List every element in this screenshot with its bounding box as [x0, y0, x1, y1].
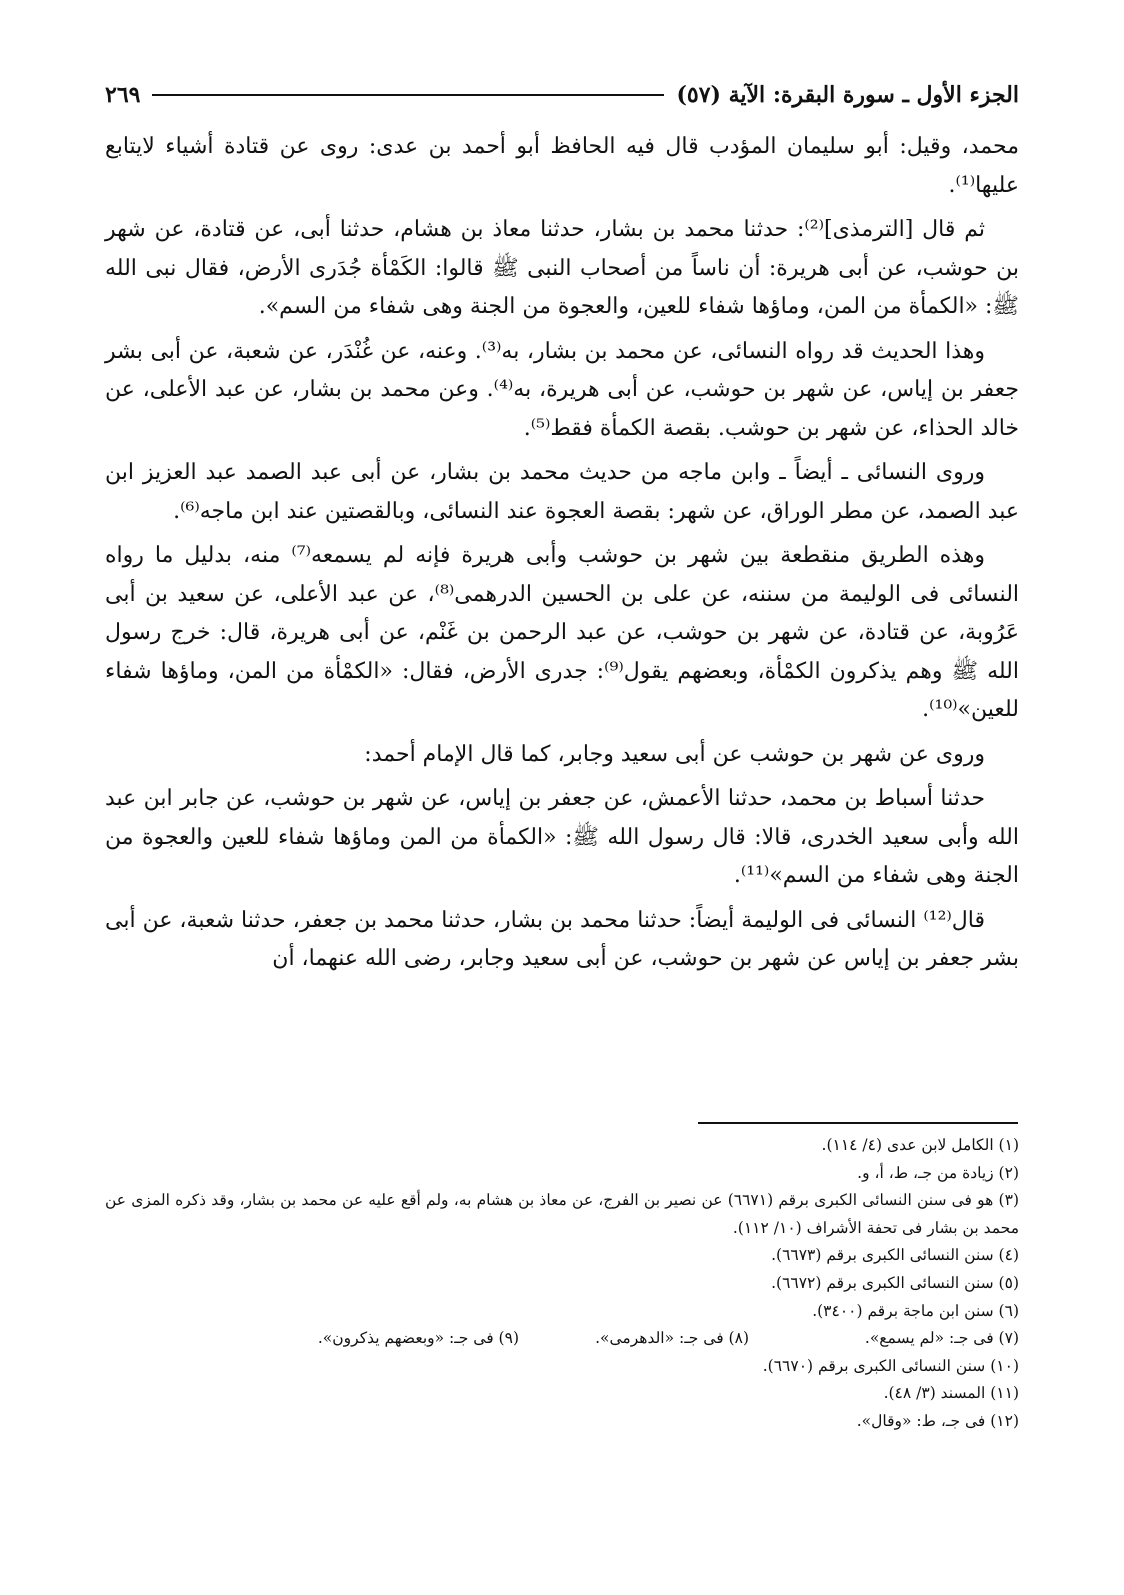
footnote-11: (١١) المسند (٣/ ٤٨). — [883, 1384, 1019, 1403]
paragraph-6: وروى عن شهر بن حوشب عن أبى سعيد وجابر، كما قال الإمام أحمد: — [364, 741, 985, 767]
paragraph-5: وهذه الطريق منقطعة بين شهر بن حوشب وأبى هريرة فإنه لم يسمعه⁽⁷⁾ منه، بدليل ما رواه النسائى فى الوليمة من سننه، عن على بن الحسين الدرهمى⁽⁸⁾، عن عبد الأعلى، عن سعيد بن أبى عَرُوبة، عن قتادة، عن شهر بن حوشب، عن عبد الرحمن بن غَنْم، عن أبى هريرة، قال: خرج رسول الله ﷺ وهم يذكرون الكمْأة، وبعضهم يقول⁽⁹⁾: جدرى الأرض، فقال: «الكمْأة من المن، وماؤها شفاء للعين»⁽¹⁰⁾. — [105, 543, 1020, 722]
footnote-2: (٢) زيادة من جـ، ط، أ، و. — [857, 1163, 1019, 1182]
footnote-6: (٦) سنن ابن ماجة برقم (٣٤٠٠). — [812, 1301, 1019, 1320]
footnote-7: (٧) فى جـ: «لم يسمع». — [864, 1329, 1019, 1348]
paragraph-7: حدثنا أسباط بن محمد، حدثنا الأعمش، عن جعفر بن إياس، عن شهر بن حوشب، عن جابر ابن عبد الله وأبى سعيد الخدرى، قالا: قال رسول الله ﷺ: «الكمأة من المن وماؤها شفاء للعين والعجوة من الجنة وهى شفاء من السم»⁽¹¹⁾. — [105, 786, 1019, 888]
footnotes — [105, 1132, 1019, 1436]
footnote-rule — [698, 1122, 1018, 1124]
page-number: ٢٦٩ — [105, 82, 141, 108]
running-header — [105, 78, 1019, 112]
footnote-10: (١٠) سنن النسائى الكبرى برقم (٦٦٧٠). — [762, 1356, 1019, 1375]
footnote-4: (٤) سنن النسائى الكبرى برقم (٦٦٧٣). — [771, 1246, 1019, 1265]
footnote-3: (٣) هو فى سنن النسائى الكبرى برقم (٦٦٧١) عن نصير بن الفرج، عن معاذ بن هشام به، ولم أقع عليه عن محمد بن بشار، وقد ذكره المزى عن محمد بن بشار فى تحفة الأشراف (١٠/ ١١٢). — [105, 1191, 1019, 1237]
main-text — [105, 128, 1019, 985]
footnote-12: (١٢) فى جـ، ط: «وقال». — [856, 1411, 1019, 1430]
paragraph-4: وروى النسائى ـ أيضاً ـ وابن ماجه من حديث محمد بن بشار، عن أبى عبد الصمد عبد العزيز ابن عبد الصمد، عن مطر الوراق، عن شهر: بقصة العجوة عند النسائى، وبالقصتين عند ابن ماجه⁽⁶⁾. — [105, 460, 1019, 524]
header-rule — [152, 94, 664, 96]
footnote-1: (١) الكامل لابن عدى (٤/ ١١٤). — [821, 1136, 1019, 1154]
paragraph-8: قال⁽¹²⁾ النسائى فى الوليمة أيضاً: حدثنا محمد بن بشار، حدثنا محمد بن جعفر، حدثنا شعبة، عن أبى بشر جعفر بن إياس عن شهر بن حوشب، عن أبى سعيد وجابر، رضى الله عنهما، أن — [105, 907, 1019, 971]
paragraph-2: ثم قال [الترمذى]⁽²⁾: حدثنا محمد بن بشار، حدثنا معاذ بن هشام، حدثنا أبى، عن قتادة، عن شهر بن حوشب، عن أبى هريرة: أن ناساً من أصحاب النبى ﷺ قالوا: الكَمْأة جُدَرى الأرض، فقال نبى الله ﷺ: «الكمأة من المن، وماؤها شفاء للعين، والعجوة من الجنة وهى شفاء من السم». — [105, 217, 1019, 319]
header-title: الجزء الأول ـ سورة البقرة: الآية (٥٧) — [676, 82, 1019, 108]
paragraph-3: وهذا الحديث قد رواه النسائى، عن محمد بن بشار، به⁽³⁾. وعنه، عن غُنْدَر، عن شعبة، عن أبى بشر جعفر بن إياس، عن شهر بن حوشب، عن أبى هريرة، به⁽⁴⁾. وعن محمد بن بشار، عن عبد الأعلى، عن خالد الحذاء، عن شهر بن حوشب. بقصة الكمأة فقط⁽⁵⁾. — [105, 338, 1019, 441]
paragraph-1: محمد، وقيل: أبو سليمان المؤدب قال فيه الحافظ أبو أحمد بن عدى: روى عن قتادة أشياء لايتابع عليها⁽¹⁾. — [105, 134, 1019, 198]
footnote-8: (٨) فى جـ: «الدهرمى». — [595, 1329, 749, 1348]
footnote-5: (٥) سنن النسائى الكبرى برقم (٦٦٧٢). — [771, 1273, 1019, 1292]
footnote-row — [105, 1325, 1019, 1353]
footnote-9: (٩) فى جـ: «وبعضهم يذكرون». — [317, 1329, 519, 1348]
